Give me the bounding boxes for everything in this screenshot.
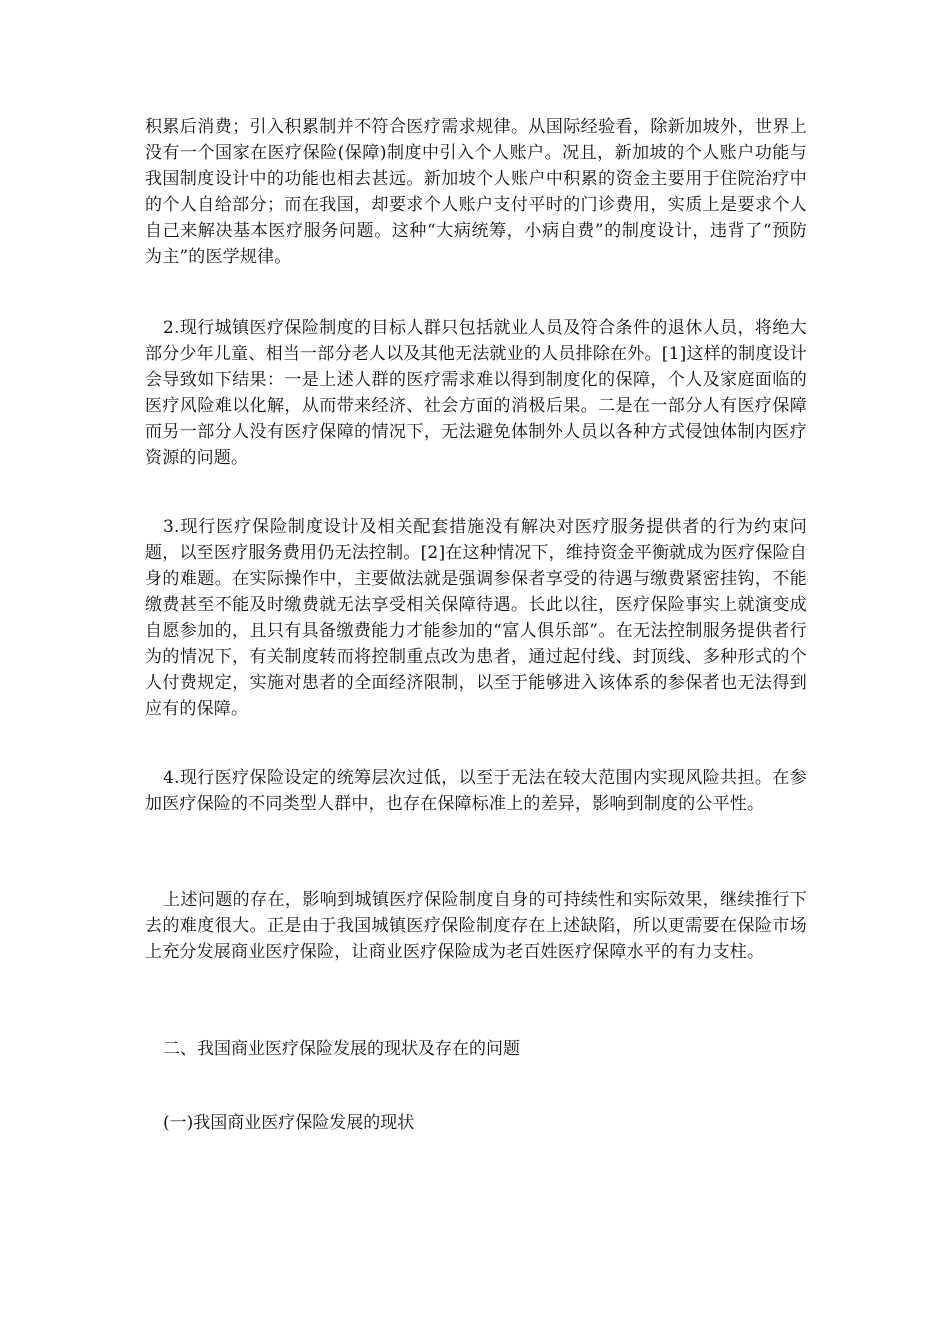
subsection-heading: (一)我国商业医疗保险发展的现状	[163, 1113, 415, 1133]
section-heading: 二、我国商业医疗保险发展的现状及存在的问题	[163, 1039, 520, 1059]
paragraph-point-2: 2.现行城镇医疗保险制度的目标人群只包括就业人员及符合条件的退休人员，将绝大部分少年儿童、相当一部分老人以及其他无法就业的人员排除在外。[1]这样的制度设计会导致如下结果：一是上述人群的医疗需求难以得到制度化的保障，个人及家庭面临的医疗风险难以化解，从而带来经济、社会方面的消极后果。二是在一部分人有医疗保障而另一部分人没有医疗保障的情况下，无法避免体制外人员以各种方式侵蚀体制内医疗资源的问题。	[145, 318, 807, 468]
paragraph-point-3: 3.现行医疗保险制度设计及相关配套措施没有解决对医疗服务提供者的行为约束问题，以至医疗服务费用仍无法控制。[2]在这种情况下，维持资金平衡就成为医疗保险自身的难题。在实际操作中，主要做法就是强调参保者享受的待遇与缴费紧密挂钩，不能缴费甚至不能及时缴费就无法享受相关保障待遇。长此以往，医疗保险事实上就演变成自愿参加的，且只有具备缴费能力才能参加的“富人俱乐部”。在无法控制服务提供者行为的情况下，有关制度转而将控制重点改为患者，通过起付线、封顶线、多种形式的个人付费规定，实施对患者的全面经济限制，以至于能够进入该体系的参保者也无法得到应有的保障。	[145, 517, 807, 719]
paragraph-point-4: 4.现行医疗保险设定的统筹层次过低，以至于无法在较大范围内实现风险共担。在参加医疗保险的不同类型人群中，也存在保障标准上的差异，影响到制度的公平性。	[145, 768, 807, 814]
paragraph-summary: 上述问题的存在，影响到城镇医疗保险制度自身的可持续性和实际效果，继续推行下去的难度很大。正是由于我国城镇医疗保险制度存在上述缺陷，所以更需要在保险市场上充分发展商业医疗保险，让商业医疗保险成为老百姓医疗保障水平的有力支柱。	[145, 890, 807, 962]
paragraph-personal-account: 积累后消费；引入积累制并不符合医疗需求规律。从国际经验看，除新加坡外，世界上没有一个国家在医疗保险(保障)制度中引入个人账户。况且，新加坡的个人账户功能与我国制度设计中的功能也相去甚远。新加坡个人账户中积累的资金主要用于住院治疗中的个人自给部分；而在我国，却要求个人账户支付平时的门诊费用，实质上是要求个人自己来解决基本医疗服务问题。这种“大病统筹，小病自费”的制度设计，违背了“预防为主”的医学规律。	[145, 117, 807, 267]
